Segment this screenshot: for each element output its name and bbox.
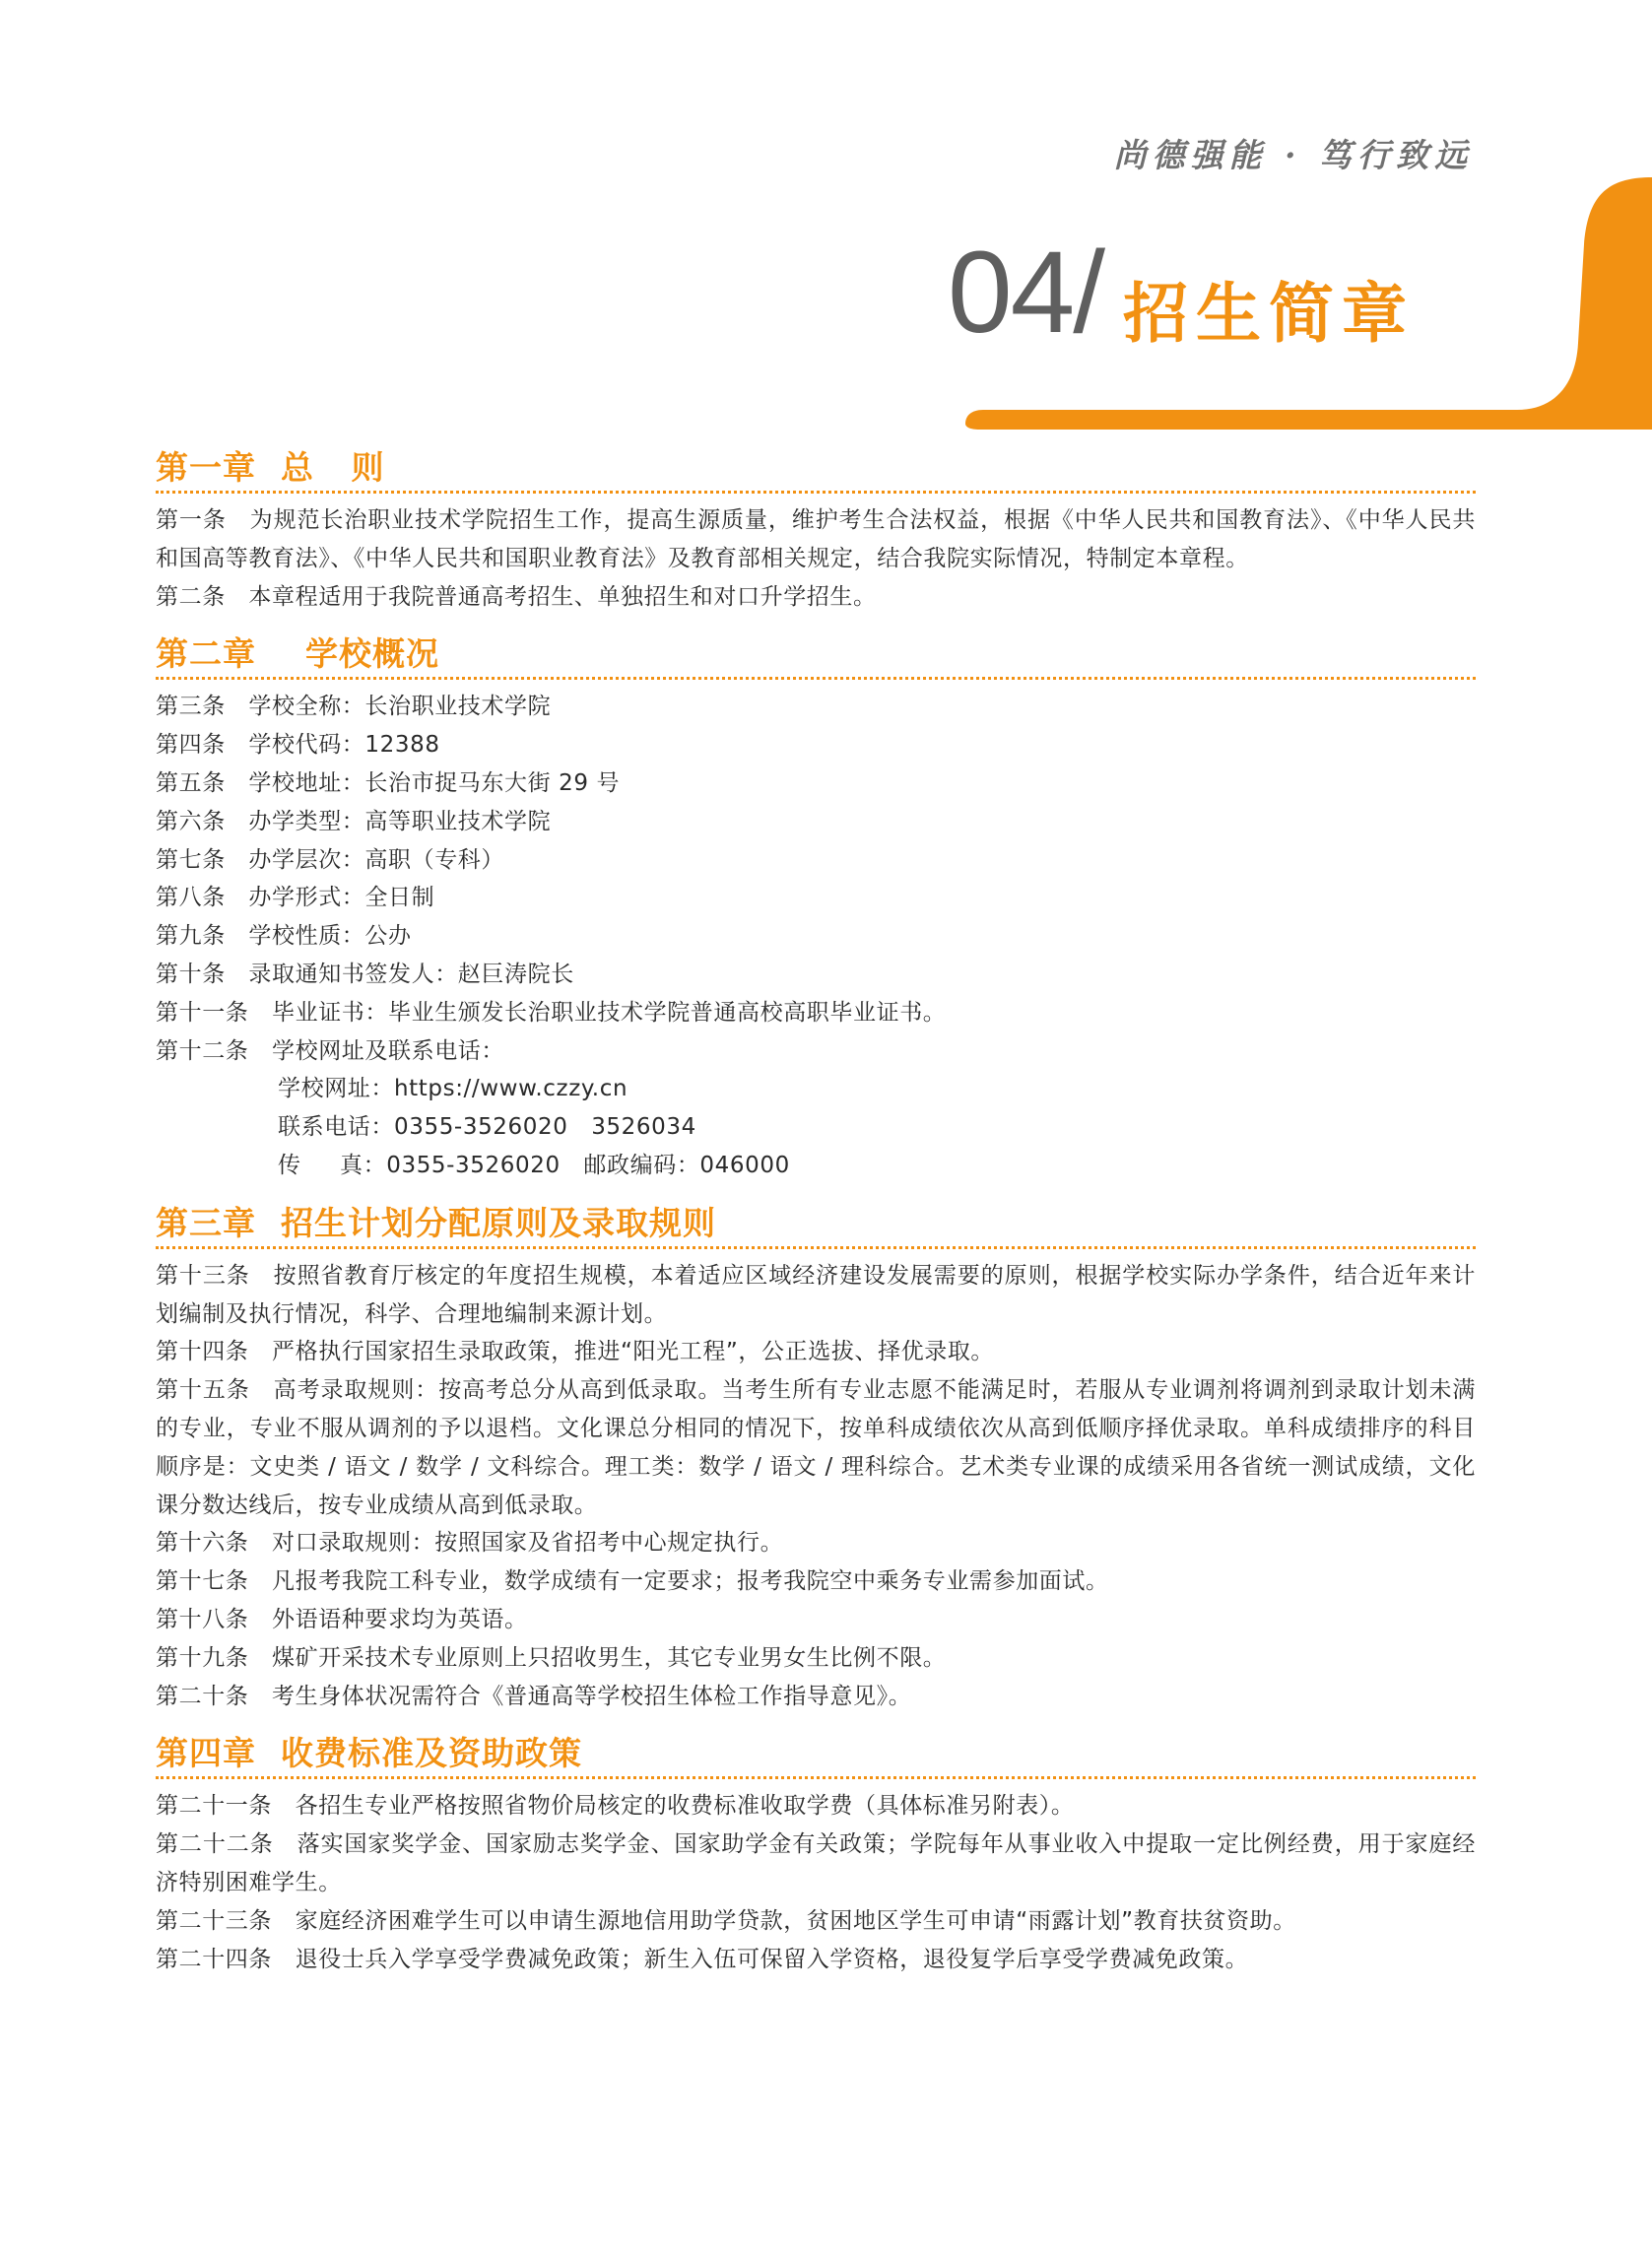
- section-title: 第二章 学校概况: [156, 634, 439, 674]
- article-paragraph: 第十九条 煤矿开采技术专业原则上只招收男生，其它专业男女生比例不限。: [156, 1644, 947, 1671]
- dotted-divider: [156, 1776, 1476, 1779]
- article-paragraph: 第十四条 严格执行国家招生录取政策，推进“阳光工程”，公正选拔、择优录取。: [156, 1339, 995, 1365]
- chapter-number: 04/: [948, 228, 1104, 358]
- section-title: 第四章 收费标准及资助政策: [156, 1734, 582, 1773]
- dotted-divider: [156, 677, 1476, 680]
- content: [156, 445, 1476, 1978]
- article-paragraph: 第二条 本章程适用于我院普通高考招生、单独招生和对口升学招生。: [156, 583, 877, 610]
- fax-postcode: 传 真：0355-3526020 邮政编码：046000: [278, 1152, 790, 1178]
- article-line: 第十一条 毕业证书：毕业生颁发长治职业技术学院普通高校高职毕业证书。: [156, 999, 947, 1026]
- contact-phone: 联系电话：0355-3526020 3526034: [278, 1114, 696, 1141]
- article-line: 第四条 学校代码：12388: [156, 732, 440, 759]
- article-line: 第九条 学校性质：公办: [156, 923, 412, 950]
- motto: 尚德强能 · 笃行致远: [1113, 136, 1473, 174]
- article-line: 第八条 办学形式：全日制: [156, 885, 435, 911]
- section-title: 第三章 招生计划分配原则及录取规则: [156, 1203, 716, 1242]
- article-line: 第十二条 学校网址及联系电话：: [156, 1037, 504, 1064]
- article-paragraph: 第十八条 外语语种要求均为英语。: [156, 1606, 528, 1632]
- article-paragraph: 第十六条 对口录取规则：按照国家及省招考中心规定执行。: [156, 1530, 784, 1557]
- article-line: 第七条 办学层次：高职（专科）: [156, 846, 504, 873]
- article-paragraph: 第二十条 考生身体状况需符合《普通高等学校招生体检工作指导意见》。: [156, 1683, 912, 1709]
- article-paragraph: 第二十三条 家庭经济困难学生可以申请生源地信用助学贷款，贫困地区学生可申请“雨露计划”教育扶贫资助。: [156, 1907, 1296, 1934]
- article-line: 第六条 办学类型：高等职业技术学院: [156, 808, 552, 834]
- article-paragraph: 第十五条 高考录取规则：按高考总分从高到低录取。当考生所有专业志愿不能满足时，若服从专业调剂将调剂到录取计划未满的专业，专业不服从调剂的予以退档。文化课总分相同的情况下，按单科成绩依次从高到低顺序择优录取。单科成绩排序的科目顺序是：文史类 / 语文 / 数学 / 文科综合。理工类：数学 / 语文 / 理科综合。艺术类专业课的成绩采用各省统一测试成绩，文化课分数达线后，按专业成绩从高到低录取。: [156, 1377, 1476, 1518]
- article-line: 第十条 录取通知书签发人：赵巨涛院长: [156, 961, 574, 987]
- section-admission-rules: [156, 1201, 1476, 1716]
- article-paragraph: 第二十一条 各招生专业严格按照省物价局核定的收费标准收取学费（具体标准另附表）。: [156, 1793, 1075, 1820]
- article-paragraph: 第十七条 凡报考我院工科专业，数学成绩有一定要求；报考我院空中乘务专业需参加面试。: [156, 1568, 1109, 1595]
- article-paragraph: 第一条 为规范长治职业技术学院招生工作，提高生源质量，维护考生合法权益，根据《中华人民共和国教育法》、《中华人民共和国高等教育法》、《中华人民共和国职业教育法》及教育部相关规定，结合我院实际情况，特制定本章程。: [156, 507, 1476, 571]
- dotted-divider: [156, 491, 1476, 494]
- section-school-overview: [156, 631, 1476, 1184]
- section-fees-aid: [156, 1731, 1476, 1978]
- article-paragraph: 第二十二条 落实国家奖学金、国家励志奖学金、国家助学金有关政策；学院每年从事业收入中提取一定比例经费，用于家庭经济特别困难学生。: [156, 1831, 1476, 1895]
- school-website: 学校网址：https://www.czzy.cn: [278, 1076, 628, 1102]
- article-line: 第五条 学校地址：长治市捉马东大街 29 号: [156, 769, 621, 796]
- article-line: 第三条 学校全称：长治职业技术学院: [156, 694, 552, 720]
- section-general: [156, 445, 1476, 616]
- chapter-title: 招生简章: [1123, 276, 1415, 352]
- article-paragraph: 第二十四条 退役士兵入学享受学费减免政策；新生入伍可保留入学资格，退役复学后享受学费减免政策。: [156, 1946, 1249, 1972]
- article-paragraph: 第十三条 按照省教育厅核定的年度招生规模，本着适应区域经济建设发展需要的原则，根据学校实际办学条件，结合近年来计划编制及执行情况，科学、合理地编制来源计划。: [156, 1262, 1476, 1327]
- section-title: 第一章 总 则: [156, 448, 385, 487]
- dotted-divider: [156, 1246, 1476, 1249]
